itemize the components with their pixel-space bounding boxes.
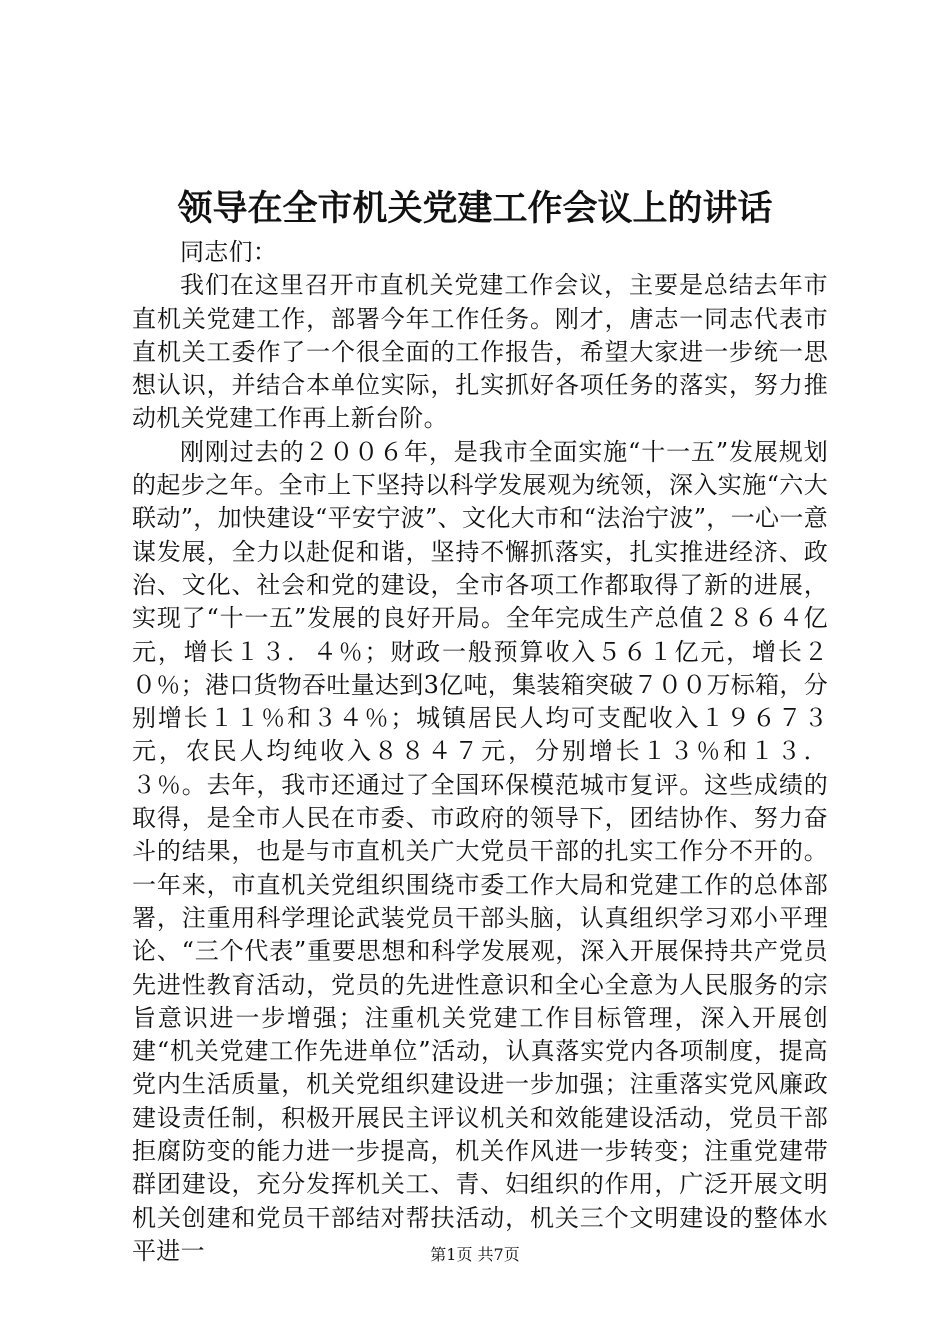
- page-number: 第1页 共7页: [430, 1245, 520, 1264]
- document-title: 领导在全市机关党建工作会议上的讲话: [177, 188, 773, 229]
- salutation: 同志们：: [180, 238, 278, 266]
- paragraph-1: 我们在这里召开市直机关党建工作会议，主要是总结去年市直机关党建工作，部署今年工作任务。刚才，唐志一同志代表市直机关工委作了一个很全面的工作报告，希望大家进一步统一思想认识，并结合本单位实际，扎实抓好各项任务的落实，努力推动机关党建工作再上新台阶。: [132, 271, 828, 433]
- paragraph-2: 刚刚过去的２００６年，是我市全面实施“十一五”发展规划的起步之年。全市上下坚持以科学发展观为统领，深入实施“六大联动”，加快建设“平安宁波”、文化大市和“法治宁波”，一心一意谋发展，全力以赴促和谐，坚持不懈抓落实，扎实推进经济、政治、文化、社会和党的建设，全市各项工作都取得了新的进展，实现了“十一五”发展的良好开局。全年完成生产总值２８６４亿元，增长１３．４％；财政一般预算收入５６１亿元，增长２０％；港口货物吞吐量达到3亿吨，集装箱突破７００万标箱，分别增长１１％和３４％；城镇居民人均可支配收入１９６７３元，农民人均纯收入８８４７元，分别增长１３％和１３．３％。去年，我市还通过了全国环保模范城市复评。这些成绩的取得，是全市人民在市委、市政府的领导下，团结协作、努力奋斗的结果，也是与市直机关广大党员干部的扎实工作分不开的。一年来，市直机关党组织围绕市委工作大局和党建工作的总体部署，注重用科学理论武装党员干部头脑，认真组织学习邓小平理论、“三个代表”重要思想和科学发展观，深入开展保持共产党员先进性教育活动，党员的先进性意识和全心全意为人民服务的宗旨意识进一步增强；注重机关党建工作目标管理，深入开展创建“机关党建工作先进单位”活动，认真落实党内各项制度，提高党内生活质量，机关党组织建设进一步加强；注重落实党风廉政建设责任制，积极开展民主评议机关和效能建设活动，党员干部拒腐防变的能力进一步提高，机关作风进一步转变；注重党建带群团建设，充分发挥机关工、青、妇组织的作用，广泛开展文明机关创建和党员干部结对帮扶活动，机关三个文明建设的整体水平进一: [132, 437, 828, 1265]
- document-body: [132, 236, 828, 1268]
